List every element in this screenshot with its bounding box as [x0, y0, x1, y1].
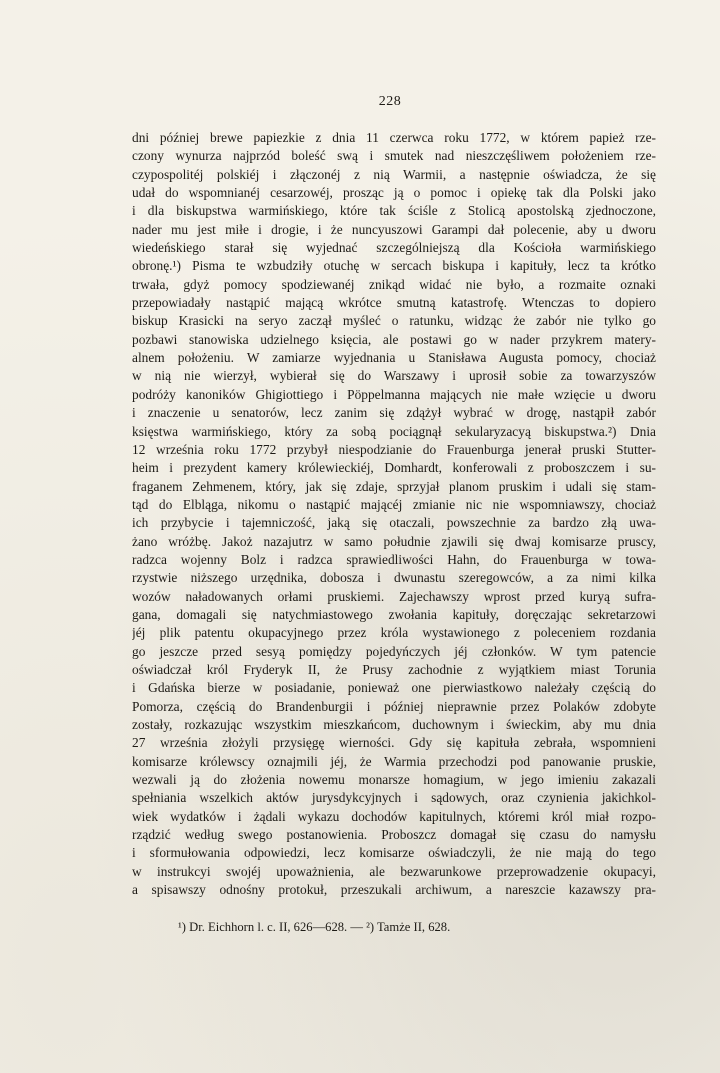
- text-line: radzca wojenny Bolz i radzca sprawiedliwości Hahn, do Frauenburga w towa-: [132, 551, 656, 567]
- text-line: w nią nie wierzył, wybierał się do Warszawy i uprosił sobie za towarzyszów: [132, 368, 656, 384]
- text-line: nader mu jest miłe i drogie, i że nuncyuszowi Garampi dał polecenie, aby u dworu: [132, 221, 656, 237]
- text-line: księstwa warmińskiego, który za sobą pociągnął sekularyzacyą biskupstwa.²) Dnia: [132, 423, 656, 439]
- text-line: gana, domagali się natychmiastowego zwołania kapituły, doręczając sekretarzowi: [132, 606, 656, 622]
- text-line: spełniania wszelkich aktów jurysdykcyjnych i sądowych, oraz czynienia jakichkol-: [132, 790, 656, 806]
- text-line: oświadczał król Fryderyk II, że Prusy zachodnie z wyjątkiem miast Torunia: [132, 661, 656, 677]
- text-line: pozbawi stanowiska udzielnego księcia, ale postawi go w nader przykrem matery-: [132, 331, 656, 347]
- text-line: go jeszcze przed sesyą pomiędzy pojedyńczych jéj członków. W tym patencie: [132, 643, 656, 659]
- text-line: a spisawszy odnośny protokuł, przeszukali archiwum, a nareszcie kazawszy pra-: [132, 882, 656, 898]
- page-number: 228: [378, 94, 402, 109]
- text-line: wozów naładowanych orłami pruskiemi. Zajechawszy wprost przed kuryą sufra-: [132, 588, 656, 604]
- text-line: i dla biskupstwa warmińskiego, które tak ściśle z Stolicą apostolską zjednoczone,: [132, 203, 656, 219]
- text-line: biskup Krasicki na seryo zaczął myśleć o ratunku, widząc że zabór nie tylko go: [132, 313, 656, 329]
- text-line: wiek wydatków i żądali wykazu dochodów kapitulnych, któremi król miał rozpo-: [132, 808, 656, 824]
- text-line: fraganem Zehmenem, który, jak się zdaje, sprzyjał planom pruskim i udali się stam-: [132, 478, 656, 494]
- text-line: jéj plik patentu okupacyjnego przez króla wystawionego z poleceniem rozdania: [132, 625, 656, 641]
- text-line: alnem położeniu. W zamiarze wyjednania u Stanisława Augusta pomocy, chociaż: [132, 350, 656, 366]
- text-line: przepowiadały nastąpić mającą wkrótce smutną katastrofę. Wtenczas to dopiero: [132, 295, 656, 311]
- text-line: dni później brewe papiezkie z dnia 11 czerwca roku 1772, w którem papież rze-: [132, 130, 656, 145]
- text-line: zostały, rozkazując wszystkim mieszkańcom, duchownym i świeckim, aby mu dnia: [132, 717, 656, 732]
- text-line: komisarze królewscy oznajmili jéj, że Warmia przechodzi pod panowanie pruskie,: [132, 753, 656, 769]
- text-line: wiedeńskiego starał się wyjednać szczególniejszą dla Kościoła warmińskiego: [132, 240, 656, 256]
- text-line: czony wynurza najprzód boleść swą i smutek nad nieszczęśliwem położeniem rze-: [132, 148, 656, 164]
- text-line: wezwali ją do złożenia nowemu monarsze homagium, w jego imieniu zakazali: [132, 772, 656, 788]
- text-line: i Gdańska bierze w posiadanie, ponieważ one pierwiastkowo należały częścią do: [132, 680, 656, 696]
- text-line: Pomorza, częścią do Brandenburgii i później nieprawnie przez Polaków zdobyte: [132, 698, 656, 714]
- text-line: udał do wspomnianéj cesarzowéj, prosząc ją o pomoc i opiekę tak dla Polski jako: [132, 185, 656, 201]
- text-line: rzystwie niższego urzędnika, dobosza i dwunastu szeregowców, a za nimi kilka: [132, 570, 656, 586]
- text-line: w instrukcyi swojéj upoważnienia, ale bezwarunkowe przeprowadzenie okupacyi,: [132, 863, 656, 879]
- text-line: i sformułowania odpowiedzi, lecz komisarze oświadczyli, że nie mają do tego: [132, 845, 656, 861]
- text-line: 27 września złożyli przysięgę wierności. Gdy się kapituła zebrała, wspomnieni: [132, 735, 656, 751]
- text-line: rządzić według swego postanowienia. Proboszcz domagał się czasu do namysłu: [132, 827, 656, 843]
- text-line: i znaczenie u senatorów, lecz zanim się zdążył wybrać w drogę, nastąpił zabór: [132, 405, 656, 421]
- text-line: trwała, gdyż pomocy spodziewanéj znikąd widać nie było, a rozmaite oznaki: [132, 276, 656, 292]
- text-line: tąd do Elbląga, nikomu o nastąpić mającéj zmianie nic nie wspomniawszy, chociaż: [132, 496, 656, 512]
- text-line: czypospolitéj polskiéj i złączonéj z nią Warmii, a następnie oświadcza, że się: [132, 166, 656, 182]
- text-line: obronę.¹) Pisma te wzbudziły otuchę w sercach biskupa i kapituły, lecz ta krótko: [132, 258, 656, 274]
- text-line: heim i prezydent kamery królewieckiéj, Domhardt, konferowali z proboszczem i su-: [132, 460, 656, 476]
- text-line: ich przybycie i tajemniczość, jaką się otaczali, powszechnie za bardzo złą uwa-: [132, 515, 656, 531]
- text-line: żano wróżbę. Jakoż nazajutrz w samo południe zjawili się dwaj komisarze pruscy,: [132, 533, 656, 549]
- text-line: podróży kanoników Ghigiottiego i Pöppelmanna mających nie małe wzięcie u dworu: [132, 386, 656, 402]
- body-text: [132, 129, 656, 899]
- text-line: 12 września roku 1772 przybył niespodzianie do Frauenburga jenerał pruski Stutter-: [132, 441, 656, 457]
- footnotes: ¹) Dr. Eichhorn l. c. II, 626—628. — ²) Tamże II, 628.: [178, 920, 451, 934]
